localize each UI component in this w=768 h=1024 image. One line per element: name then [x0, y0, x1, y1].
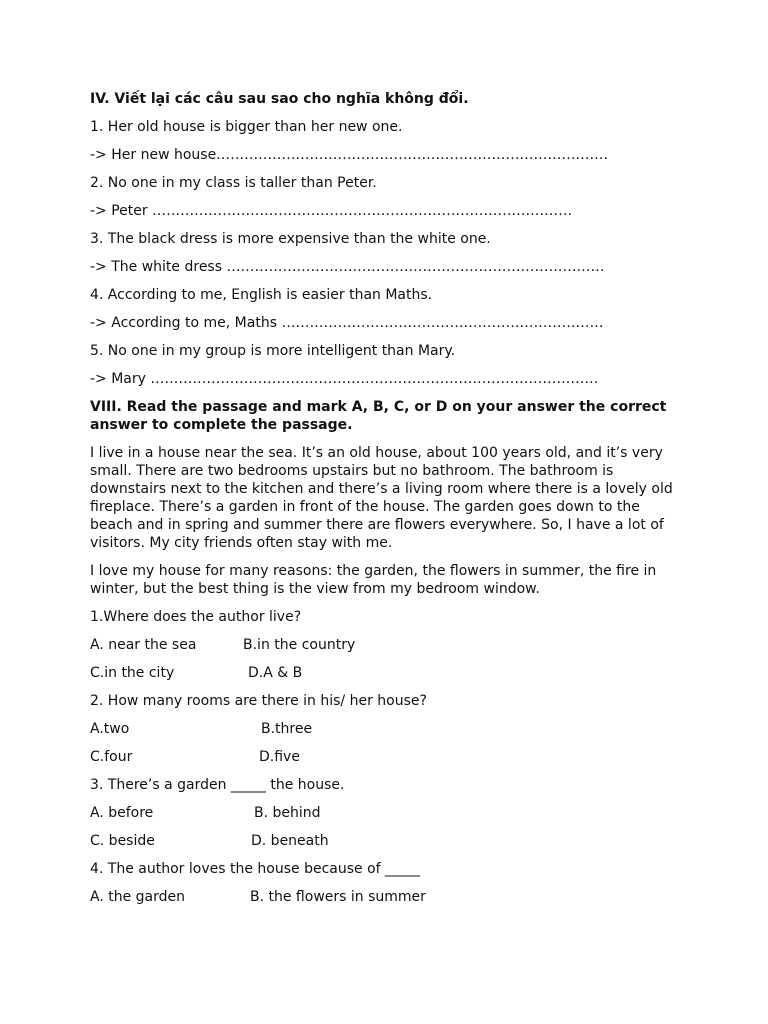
- passage-paragraph-2: I love my house for many reasons: the garden, the flowers in summer, the fire in winter, but the best thing is the view from my bedroom window.: [90, 563, 657, 597]
- mc-question-2: 2. How many rooms are there in his/ her house?: [90, 693, 427, 709]
- rewrite-question-4: 4. According to me, English is easier than Maths.: [90, 287, 433, 303]
- mc-option: A. the garden: [90, 889, 186, 905]
- rewrite-answer-3: -> The white dress ………………………………………………………………………: [90, 259, 605, 275]
- rewrite-answer-1: -> Her new house…………………………………………………………………………: [90, 147, 609, 163]
- mc-question-1: 1.Where does the author live?: [90, 609, 302, 625]
- mc-options-row: [90, 888, 680, 906]
- mc-options-row: [90, 636, 680, 654]
- rewrite-question-5: 5. No one in my group is more intelligent than Mary.: [90, 343, 456, 359]
- mc-option: A.two: [90, 721, 130, 737]
- rewrite-answer-5: -> Mary ……………………………………………………………………………………: [90, 371, 599, 387]
- mc-option: D.five: [259, 749, 300, 765]
- mc-question-4: 4. The author loves the house because of _____: [90, 861, 421, 877]
- rewrite-question-2: 2. No one in my class is taller than Peter.: [90, 175, 377, 191]
- rewrite-answer-4: -> According to me, Maths ……………………………………………………………: [90, 315, 604, 331]
- mc-options-row: [90, 804, 680, 822]
- mc-option: C. beside: [90, 833, 155, 849]
- mc-options-row: [90, 664, 680, 682]
- mc-option: A. before: [90, 805, 154, 821]
- mc-option: C.four: [90, 749, 133, 765]
- mc-options-row: [90, 748, 680, 766]
- mc-option: B. the flowers in summer: [250, 889, 426, 905]
- mc-options-row: [90, 720, 680, 738]
- mc-option: B.three: [261, 721, 313, 737]
- mc-option: C.in the city: [90, 665, 175, 681]
- rewrite-answer-2: -> Peter ………………………………………………………………………………: [90, 203, 573, 219]
- section-iv-title: IV. Viết lại các câu sau sao cho nghĩa không đổi.: [90, 91, 469, 107]
- mc-option: B.in the country: [243, 637, 356, 653]
- section-viii-title: VIII. Read the passage and mark A, B, C, or D on your answer the correct answer to complete the passage.: [90, 399, 667, 433]
- mc-options-row: [90, 832, 680, 850]
- passage-paragraph-1: I live in a house near the sea. It’s an old house, about 100 years old, and it’s very small. There are two bedrooms upstairs but no bathroom. The bathroom is downstairs next to the kitchen and there’s a living room where there is a lovely old fireplace. There’s a garden in front of the house. The garden goes down to the beach and in spring and summer there are flowers everywhere. So, I have a lot of visitors. My city friends often stay with me.: [90, 445, 673, 551]
- mc-option: B. behind: [254, 805, 321, 821]
- mc-option: D.A & B: [248, 665, 303, 681]
- mc-option: D. beneath: [251, 833, 329, 849]
- worksheet-page: [90, 90, 680, 916]
- rewrite-question-3: 3. The black dress is more expensive than the white one.: [90, 231, 491, 247]
- mc-option: A. near the sea: [90, 637, 197, 653]
- mc-question-3: 3. There’s a garden _____ the house.: [90, 777, 345, 793]
- rewrite-question-1: 1. Her old house is bigger than her new one.: [90, 119, 403, 135]
